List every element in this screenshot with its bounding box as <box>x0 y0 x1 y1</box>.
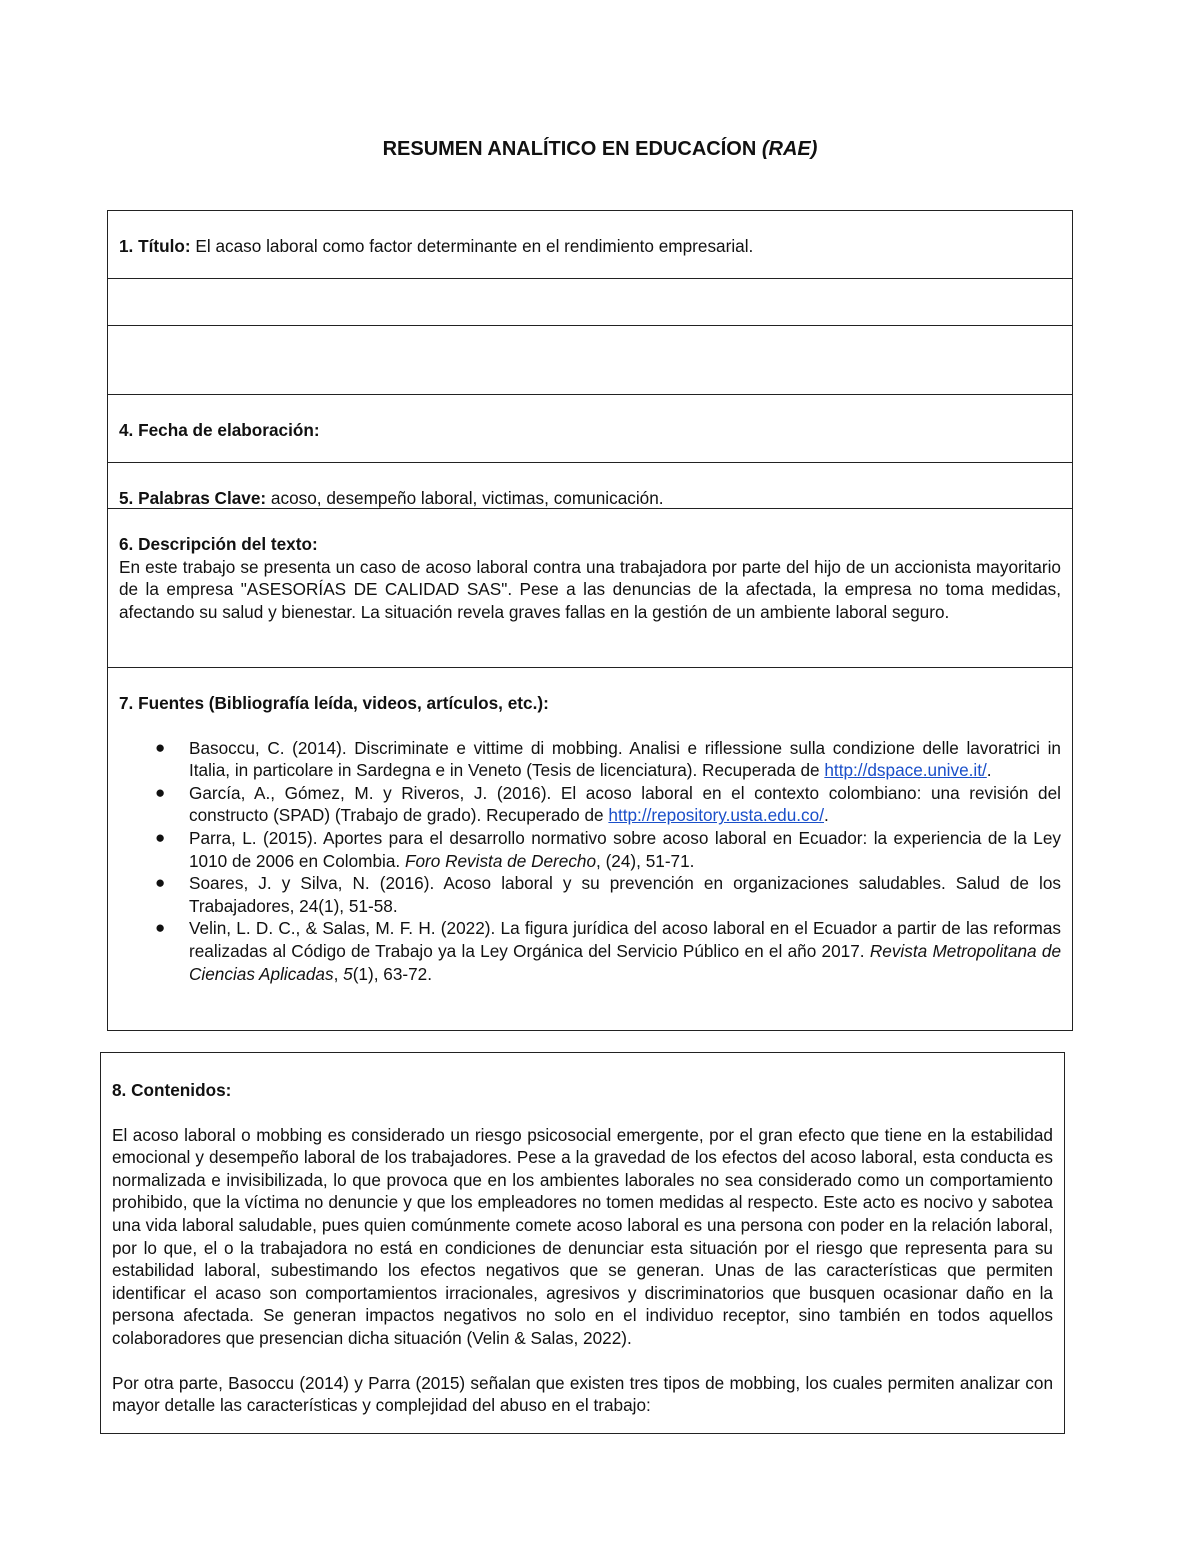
references-list <box>119 737 1061 986</box>
keywords-label: 5. Palabras Clave: <box>119 488 267 508</box>
contents-paragraph-1: El acoso laboral o mobbing es considerado un riesgo psicosocial emergente, por el gran efecto que tiene en la estabilidad emocional y desempeño laboral de los trabajadores. Pese a la gravedad de los efectos del acoso laboral, esta conducta es normalizada e invisibilizada, lo que provoca que en los ambientes laborales no sea considerado como un comportamiento prohibido, que la víctima no denuncie y que los empleadores no tomen medidas al respecto. Este acto es nocivo y sabotea una vida laboral saludable, pues quien comúnmente comete acoso laboral es una persona con poder en la relación laboral, por lo que, el o la trabajadora no está en condiciones de denunciar esta situación por el riesgo que representa para su estabilidad laboral, subestimando los efectos negativos que se generan. Unas de las características que permiten identificar el acaso son comportamientos irracionales, agresivos y discriminatorios que busquen ocasionar daño en la persona afectada. Se generan impactos negativos no solo en el individuo receptor, sino también en todos aquellos colaboradores que presencian dicha situación (Velin & Salas, 2022). <box>112 1124 1053 1348</box>
row-divider-5 <box>108 508 1072 509</box>
list-item: ● Basoccu, C. (2014). Discriminate e vittime di mobbing. Analisi e riflessione sulla condizione delle lavoratrici in Italia, in particolare in Sardegna e in Veneto (Tesis de licenciatura). Recuperada de http://dspace.unive.it/. <box>155 737 1061 781</box>
title-abbreviation: (RAE) <box>761 138 818 160</box>
row-title <box>119 235 1061 258</box>
title-value: El acaso laboral como factor determinante en el rendimiento empresarial. <box>195 236 754 256</box>
bullet-icon: ● <box>155 918 166 938</box>
list-item: ● Velin, L. D. C., & Salas, M. F. H. (2022). La figura jurídica del acoso laboral en el Ecuador a partir de las reformas realizadas al Código de Trabajo ya la Ley Orgánica del Servicio Público en el año 2017. Revista Metropolitana de Ciencias Aplicadas, 5(1), 63-72. <box>155 918 1062 984</box>
document-title: RESUMEN ANALÍTICO EN EDUCACÍON (RAE) <box>382 138 818 160</box>
list-item: ● García, A., Gómez, M. y Riveros, J. (2016). El acoso laboral en el contexto colombiano: una revisión del constructo (SPAD) (Trabajo de grado). Recuperado de http://repository.usta.edu.co/. <box>155 782 1061 826</box>
row-divider-1 <box>108 278 1072 279</box>
row-sources <box>119 692 1061 985</box>
contents-paragraph-2: Por otra parte, Basoccu (2014) y Parra (2015) señalan que existen tres tipos de mobbing, los cuales permiten analizar con mayor detalle las características y complejidad del abuso en el trabajo: <box>112 1372 1053 1416</box>
bullet-icon: ● <box>155 873 166 893</box>
bullet-icon: ● <box>155 827 166 847</box>
list-item: ● Parra, L. (2015). Aportes para el desarrollo normativo sobre acoso laboral en Ecuador: la experiencia de la Ley 1010 de 2006 en Colombia. Foro Revista de Derecho, (24), 51-71. <box>155 827 1061 871</box>
rae-table <box>107 210 1073 1031</box>
date-label: 4. Fecha de elaboración: <box>119 420 320 440</box>
title-label: 1. Título: <box>119 236 191 256</box>
row-divider-6 <box>108 667 1072 668</box>
repository-link[interactable]: http://repository.usta.edu.co/ <box>608 805 824 826</box>
description-label: 6. Descripción del texto: <box>119 534 318 554</box>
contents-box <box>100 1052 1065 1434</box>
contents-label: 8. Contenidos: <box>112 1080 232 1100</box>
bullet-icon: ● <box>155 737 166 757</box>
contents-section <box>112 1079 1053 1417</box>
row-keywords <box>119 487 1061 510</box>
dspace-link[interactable]: http://dspace.unive.it/ <box>824 760 987 781</box>
list-item: ● Soares, J. y Silva, N. (2016). Acoso laboral y su prevención en organizaciones saludables. Salud de los Trabajadores, 24(1), 51-58. <box>155 873 1061 916</box>
sources-label: 7. Fuentes (Bibliografía leída, videos, artículos, etc.): <box>119 693 549 713</box>
keywords-value: acoso, desempeño laboral, victimas, comunicación. <box>270 488 664 508</box>
row-divider-4 <box>108 462 1072 463</box>
row-description <box>119 533 1061 623</box>
row-divider-2 <box>108 325 1072 326</box>
row-date <box>119 419 1061 442</box>
row-divider-3 <box>108 394 1072 395</box>
description-text: En este trabajo se presenta un caso de acoso laboral contra una trabajadora por parte del hijo de un accionista mayoritario de la empresa "ASESORÍAS DE CALIDAD SAS". Pese a las denuncias de la afectada, la empresa no toma medidas, afectando su salud y bienestar. La situación revela graves fallas en la gestión de un ambiente laboral seguro. <box>119 556 1061 622</box>
bullet-icon: ● <box>155 782 166 802</box>
